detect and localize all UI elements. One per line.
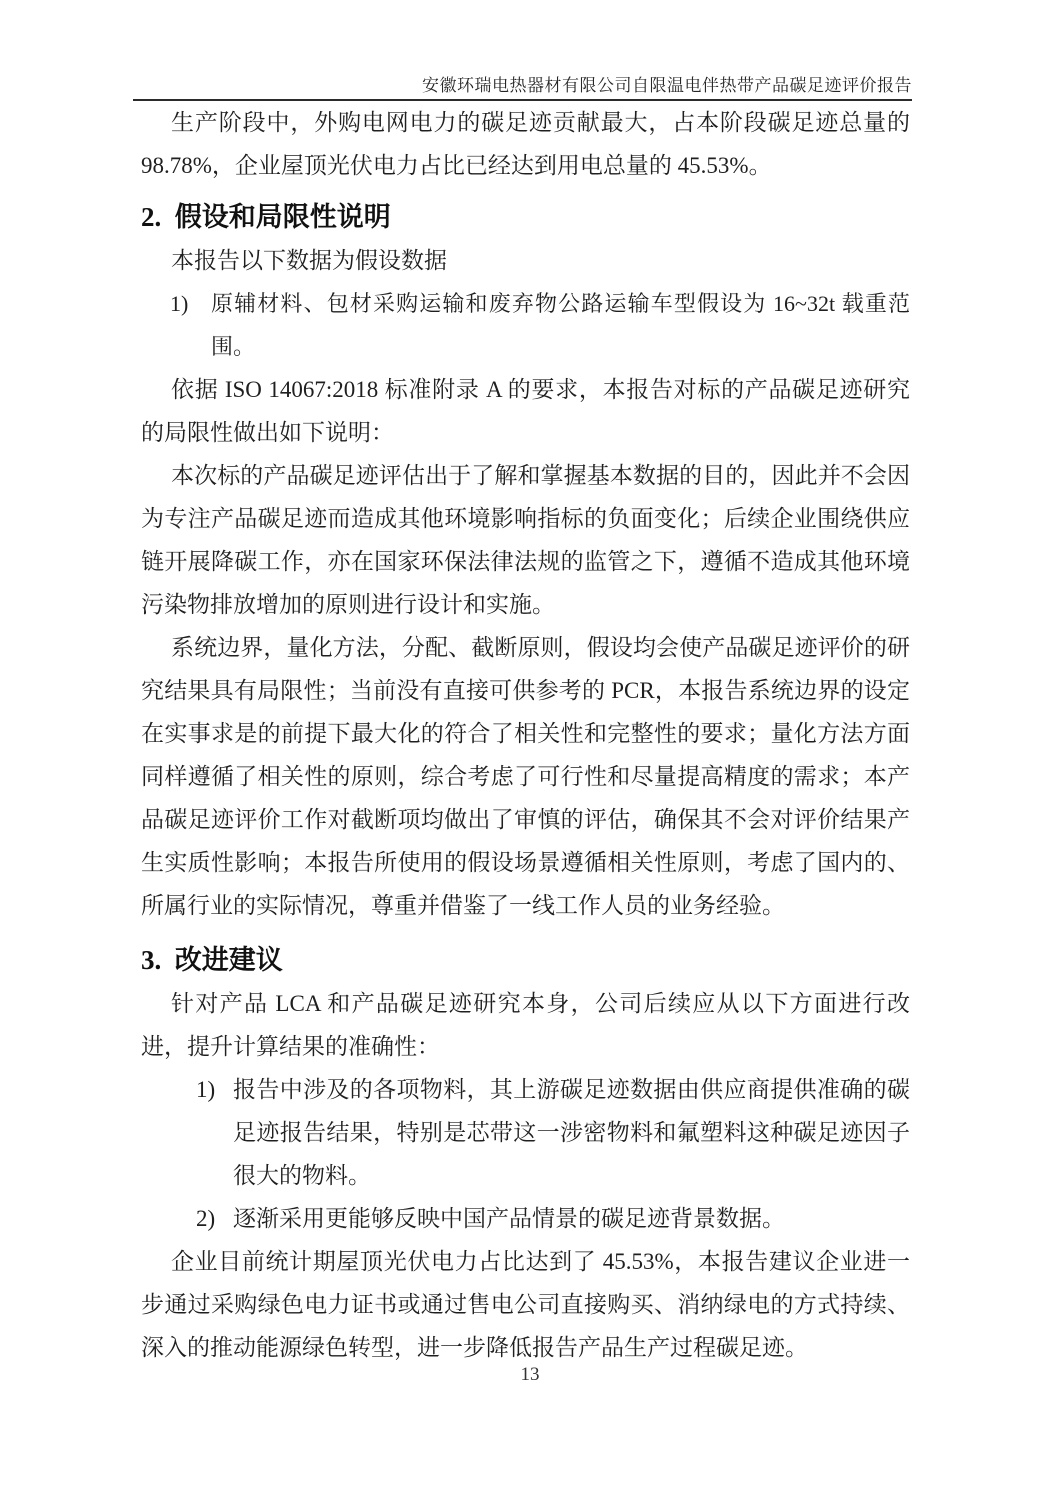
section3-heading: 3. 改进建议 [141,945,283,975]
header-title: 安徽环瑞电热器材有限公司自限温电伴热带产品碳足迹评价报告 [422,76,912,95]
assumption-list-item [141,282,910,368]
assumption-item-marker: 1) [170,291,189,316]
page-number: 13 [520,1364,540,1385]
section2-heading: 2. 假设和局限性说明 [141,202,391,232]
section3-lead: 针对产品 LCA 和产品碳足迹研究本身，公司后续应从以下方面进行改进，提升计算结果的准确性： [141,991,910,1059]
page-body [141,101,910,1369]
improvement-item-1-text: 报告中涉及的各项物料，其上游碳足迹数据由供应商提供准确的碳足迹报告结果，特别是芯带这一涉密物料和氟塑料这种碳足迹因子很大的物料。 [233,1077,910,1188]
assumption-item-text: 原辅材料、包材采购运输和废弃物公路运输车型假设为 16~32t 载重范围。 [211,291,910,359]
page-header [133,0,912,101]
section2-limitation-paragraph-2: 系统边界，量化方法，分配、截断原则，假设均会使产品碳足迹评价的研究结果具有局限性；当前没有直接可供参考的 PCR，本报告系统边界的设定在实事求是的前提下最大化的符合了相关性和完整性的要求；量化方法方面同样遵循了相关性的原则，综合考虑了可行性和尽量提高精度的需求；本产品碳足迹评价工作对截断项均做出了审慎的评估，确保其不会对评价结果产生实质性影响；本报告所使用的假设场景遵循相关性原则，考虑了国内的、所属行业的实际情况，尊重并借鉴了一线工作人员的业务经验。 [141,635,910,918]
improvement-item-2-marker: 2) [196,1206,216,1231]
section2-iso-paragraph: 依据 ISO 14067:2018 标准附录 A 的要求，本报告对标的产品碳足迹研究的局限性做出如下说明： [141,377,910,445]
section2-limitation-paragraph-1: 本次标的产品碳足迹评估出于了解和掌握基本数据的目的，因此并不会因为专注产品碳足迹而造成其他环境影响指标的负面变化；后续企业围绕供应链开展降碳工作，亦在国家环保法律法规的监管之下，遵循不造成其他环境污染物排放增加的原则进行设计和实施。 [141,463,910,617]
improvement-list-item-2 [141,1197,910,1240]
improvement-list-item-1 [141,1068,910,1197]
improvement-item-1-marker: 1) [196,1077,216,1102]
improvement-item-2-text: 逐渐采用更能够反映中国产品情景的碳足迹背景数据。 [233,1206,785,1231]
section3-closing-paragraph: 企业目前统计期屋顶光伏电力占比达到了 45.53%，本报告建议企业进一步通过采购绿色电力证书或通过售电公司直接购买、消纳绿电的方式持续、深入的推动能源绿色转型，进一步降低报告产品生产过程碳足迹。 [141,1249,910,1360]
intro-paragraph: 生产阶段中，外购电网电力的碳足迹贡献最大，占本阶段碳足迹总量的98.78%，企业屋顶光伏电力占比已经达到用电总量的 45.53%。 [141,110,910,178]
section2-lead: 本报告以下数据为假设数据 [171,248,447,273]
